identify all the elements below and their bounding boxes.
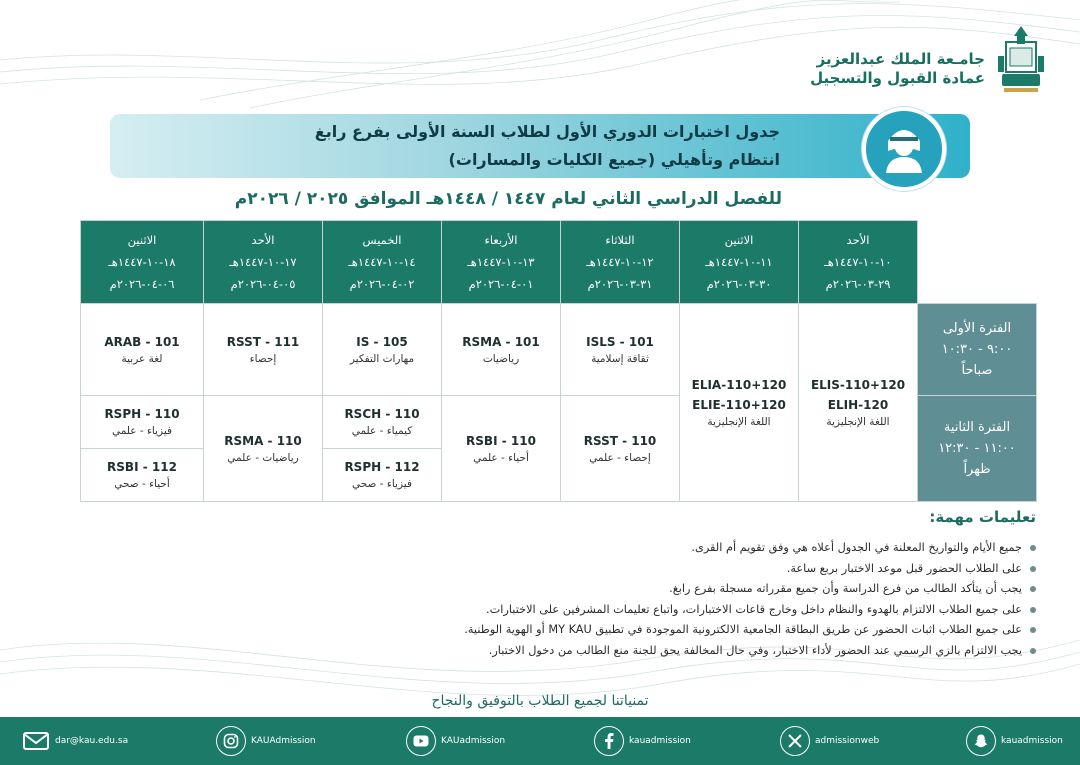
course-code: RSPH - 110 [104,407,180,421]
university-title: جامـعة الملك عبدالعزيز [816,50,985,68]
facebook-icon [594,726,624,756]
hijri-date: ١١-١٠-١٤٤٧هـ [705,255,773,269]
day-header [442,221,561,304]
exam-cell [81,449,204,502]
corner-cell [918,221,1037,304]
gregorian-date: ٢٩-٠٣-٢٠٢٦م [825,277,891,291]
course-name: مهارات التفكير [349,352,415,365]
kau-logo [996,22,1046,94]
period-name: الفترة الثانية [943,420,1011,435]
exam-cell [561,396,680,502]
semester-subtitle: للفصل الدراسي الثاني لعام ١٤٤٧ / ١٤٤٨هـ الموافق ٢٠٢٥ / ٢٠٢٦م [234,189,782,209]
snapchat-link[interactable] [966,725,1063,757]
course-name: كيمياء - علمي [351,425,413,437]
youtube-link[interactable] [406,725,505,757]
day-name: الأحد [251,233,275,247]
day-header [799,221,918,304]
exam-cell [323,304,442,396]
hijri-date: ١٧-١٠-١٤٤٧هـ [229,255,297,269]
banner-subtitle: انتظام وتأهيلي (جميع الكليات والمسارات) [448,150,780,169]
gregorian-date: ٠١-٠٤-٢٠٢٦م [468,277,534,291]
x-label: admissionweb [815,736,880,746]
hijri-date: ١٤-١٠-١٤٤٧هـ [348,255,416,269]
course-code: IS - 105 [356,334,408,349]
x-icon [780,726,810,756]
course-code: ELIE-110+120 [692,397,786,412]
period-time: ١١:٠٠ - ١٢:٣٠ [938,441,1016,456]
banner-title: جدول اختبارات الدوري الأول لطلاب السنة الأولى بفرع رابغ [314,122,780,141]
first-period-row [81,304,1037,396]
facebook-label: kauadmission [629,736,691,746]
youtube-label: KAUadmission [441,736,506,746]
email-link[interactable] [22,725,128,757]
exam-cell [799,304,918,502]
course-name: أحياء - علمي [473,451,529,464]
course-name: فيزياء - صحي [352,478,412,490]
day-header [204,221,323,304]
course-name: فيزياء - علمي [111,425,173,437]
list-item: يجب أن يتأكد الطالب من فرع الدراسة وأن جميع مقرراته مسجلة بفرع رابغ. [282,579,1022,600]
hijri-date: ١٢-١٠-١٤٤٧هـ [586,255,654,269]
course-code: ELIH-120 [827,397,889,412]
email-icon [22,726,50,756]
course-name: ثقافة إسلامية [591,352,649,365]
course-name: اللغة الإنجليزية [826,415,890,428]
exam-cell [323,449,442,502]
exam-cell [204,396,323,502]
list-item: جميع الأيام والتواريخ المعلنة في الجدول أعلاه هي وفق تقويم أم القرى. [282,538,1022,559]
footer-bar [0,717,1080,765]
gregorian-date: ٠٦-٠٤-٢٠٢٦م [109,277,175,291]
exam-cell [204,304,323,396]
period-label [918,304,1037,396]
exam-cell [561,304,680,396]
course-code: ELIA-110+120 [691,377,787,392]
course-name: رياضيات [482,352,520,365]
table-header-row [81,221,1037,304]
list-item: على جميع الطلاب الالتزام بالهدوء والنظام داخل وخارج قاعات الاختبارات، واتباع تعليمات المشرفين على الاختبارات. [282,600,1022,621]
course-code: ISLS - 101 [586,334,654,349]
exam-cell [81,396,204,449]
gregorian-date: ٠٢-٠٤-٢٠٢٦م [349,277,415,291]
course-code: RSBI - 110 [466,433,536,448]
title-banner [110,114,970,178]
period-label [918,396,1037,502]
snapchat-icon [966,726,996,756]
course-name: إحصاء - علمي [589,451,651,464]
course-code: RSST - 110 [583,433,657,448]
snapchat-label: kauadmission [1001,736,1063,746]
instagram-link[interactable] [216,725,316,757]
period-suffix: ظهراً [963,462,991,477]
instagram-icon [216,726,246,756]
day-name: الاثنين [127,233,157,247]
course-name: رياضيات - علمي [227,451,299,464]
gregorian-date: ٠٥-٠٤-٢٠٢٦م [230,277,296,291]
course-code: RSCH - 110 [344,407,420,421]
hijri-date: ١٣-١٠-١٤٤٧هـ [467,255,535,269]
day-header [323,221,442,304]
exam-cell [442,396,561,502]
list-item: على الطلاب الحضور قبل موعد الاختبار بربع ساعة. [282,559,1022,580]
course-code: RSMA - 110 [224,433,302,448]
exam-cell [81,304,204,396]
hijri-date: ١٠-١٠-١٤٤٧هـ [824,255,892,269]
exam-cell [323,396,442,449]
day-header [561,221,680,304]
day-header [680,221,799,304]
gregorian-date: ٣١-٠٣-٢٠٢٦م [587,277,653,291]
course-name: لغة عربية [121,352,163,365]
course-name: إحصاء [249,352,277,365]
day-header [81,221,204,304]
course-code: ELIS-110+120 [810,377,906,392]
course-code: RSBI - 112 [107,460,177,474]
day-name: الخميس [362,233,402,247]
wish-message: تمنياتنا لجميع الطلاب بالتوفيق والنجاح [431,693,649,709]
day-name: الاثنين [724,233,754,247]
instructions-title: تعليمات مهمة: [929,508,1036,526]
gregorian-date: ٣٠-٠٣-٢٠٢٦م [706,277,772,291]
period-suffix: صباحاً [961,363,993,378]
period-time: ٩:٠٠ - ١٠:٣٠ [941,342,1013,357]
deanship-title: عمادة القبول والتسجيل [810,69,985,87]
instructions-list [282,538,1022,661]
course-code: RSPH - 112 [344,460,420,474]
course-code: RSST - 111 [226,334,300,349]
facebook-link[interactable] [594,725,691,757]
course-name: أحياء - صحي [114,478,170,490]
student-avatar-badge [862,107,946,191]
hijri-date: ١٨-١٠-١٤٤٧هـ [108,255,176,269]
list-item: على جميع الطلاب اثبات الحضور عن طريق البطاقة الجامعية الالكترونية الموجودة في تطبيق MY KAU أو الهوية الوطنية. [282,620,1022,641]
instagram-label: KAUAdmission [251,736,316,746]
course-code: ARAB - 101 [104,334,180,349]
day-name: الثلاثاء [605,233,635,247]
youtube-icon [406,726,436,756]
student-icon [866,111,942,187]
x-link[interactable] [780,725,879,757]
day-name: الأحد [846,233,870,247]
exam-cell [442,304,561,396]
course-name: اللغة الإنجليزية [707,415,771,428]
exam-schedule-table [80,220,1037,502]
university-name [810,50,985,88]
email-label: dar@kau.edu.sa [55,736,129,746]
list-item: يجب الالتزام بالزي الرسمي عند الحضور لأداء الاختبار، وفي حال المخالفة يحق للجنة منع الطالب من دخول الاختبار. [282,641,1022,662]
exam-cell [680,304,799,502]
period-name: الفترة الأولى [942,321,1012,336]
course-code: RSMA - 101 [462,334,540,349]
day-name: الأربعاء [484,233,518,247]
